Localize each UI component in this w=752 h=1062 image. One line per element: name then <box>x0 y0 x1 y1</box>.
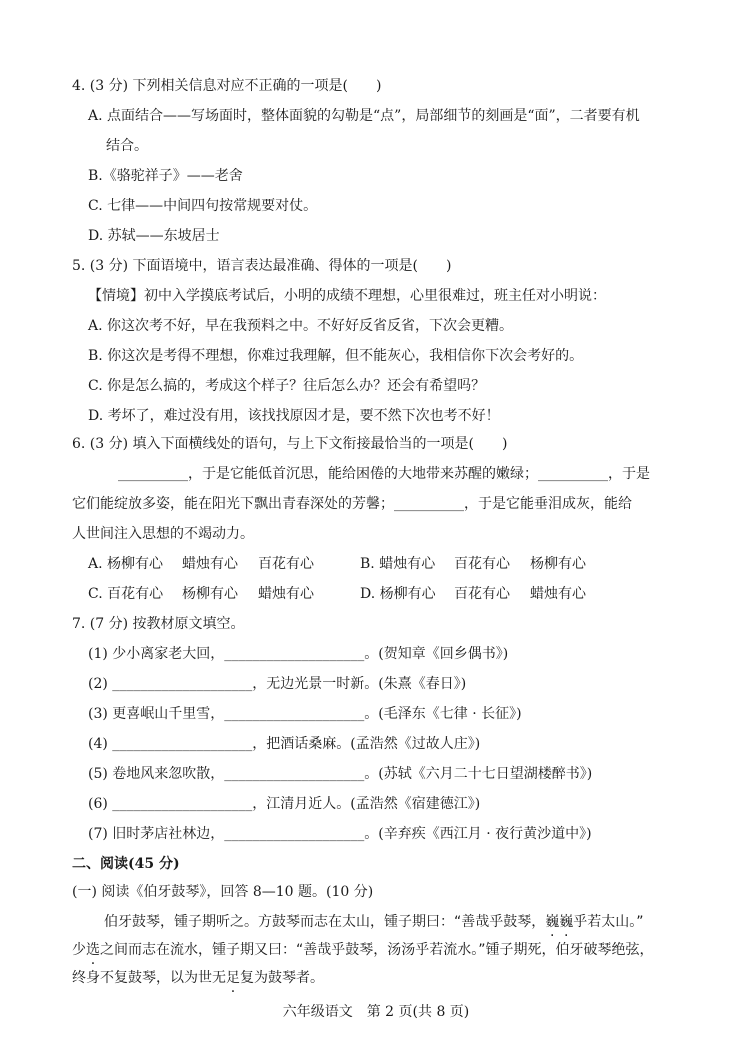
q6-option-c <box>88 584 314 604</box>
q7-item-2: (2) ____________________，无边光景一时新。(朱熹《春日》) <box>88 676 467 692</box>
q6-option-a-1: A. 杨柳有心 <box>88 556 164 572</box>
q6-option-c-1: C. 百花有心 <box>88 586 164 602</box>
q5-option-d: D. 考坏了，难过没有用，该找找原因才是，要不然下次也考不好！ <box>88 408 500 424</box>
q6-option-d-1: D. 杨柳有心 <box>360 586 436 602</box>
dotted-char-zu: 足 <box>226 970 240 986</box>
reading1-heading: (一) 阅读《伯牙鼓琴》，回答 8—10 题。(10 分) <box>72 884 374 900</box>
q6-option-a-3: 百花有心 <box>258 556 314 572</box>
q7-item-3: (3) 更喜岷山千里雪，____________________。(毛泽东《七律 · 长征》) <box>88 706 522 722</box>
q6-passage-line1: __________，于是它能低首沉思，能给困倦的大地带来苏醒的嫩绿；__________，于是 <box>118 466 650 482</box>
passage-line1-a: 伯牙鼓琴，锺子期听之。方鼓琴而志在太山，锺子期曰：“善哉乎鼓琴， <box>104 914 546 930</box>
q4-option-c: C. 七律——中间四句按常规要对仗。 <box>88 198 318 214</box>
q6-option-a-2: 蜡烛有心 <box>182 556 238 572</box>
q4-stem: 4. (3 分) 下列相关信息对应不正确的一项是( ) <box>72 78 382 94</box>
dotted-char-xuan: 选 <box>86 942 100 958</box>
q5-stem: 5. (3 分) 下面语境中，语言表达最准确、得体的一项是( ) <box>72 258 452 274</box>
q7-item-5: (5) 卷地风来忽吹散，____________________。(苏轼《六月二十七日望湖楼醉书》) <box>88 766 593 782</box>
passage-line3-b: 复为鼓琴者。 <box>240 970 324 986</box>
q7-item-7: (7) 旧时茅店社林边，____________________。(辛弃疾《西江月 · 夜行黄沙道中》) <box>88 826 592 842</box>
passage-line1-b: 乎若太山。” <box>573 914 644 930</box>
q5-context: 【情境】初中入学摸底考试后，小明的成绩不理想，心里很难过，班主任对小明说： <box>88 288 606 304</box>
q5-option-a: A. 你这次考不好，早在我预料之中。不好好反省反省，下次会更糟。 <box>88 318 514 334</box>
q5-option-c: C. 你是怎么搞的，考成这个样子？往后怎么办？还会有希望吗？ <box>88 378 486 394</box>
q7-item-1: (1) 少小离家老大回，____________________。(贺知章《回乡偶书》) <box>88 646 509 662</box>
passage-line3 <box>72 968 324 988</box>
q6-option-a <box>88 554 314 574</box>
section-reading-title: 二、阅读(45 分) <box>72 856 180 872</box>
q4-option-d: D. 苏轼——东坡居士 <box>88 228 220 244</box>
q7-item-6: (6) ____________________，江清月近人。(孟浩然《宿建德江》) <box>88 796 481 812</box>
q6-passage-line3: 人世间注入思想的不竭动力。 <box>72 526 254 542</box>
q4-option-a-line2: 结合。 <box>106 138 148 154</box>
dotted-char-wei2: 巍 <box>559 914 574 930</box>
q6-option-c-2: 杨柳有心 <box>182 586 238 602</box>
q6-option-c-3: 蜡烛有心 <box>258 586 314 602</box>
q4-option-a-line1: A. 点面结合——写场面时，整体面貌的勾勒是“点”，局部细节的刻画是“面”，二者要有机 <box>88 108 640 124</box>
page-footer: 六年级语文 第 2 页(共 8 页) <box>282 1004 470 1020</box>
q6-option-b <box>360 554 586 574</box>
passage-line2-b: 之间而志在流水，锺子期又曰：“善哉乎鼓琴，汤汤乎若流水。”锺子期死，伯牙破琴绝弦， <box>100 942 654 958</box>
q6-stem: 6. (3 分) 填入下面横线处的语句，与上下文衔接最恰当的一项是( ) <box>72 436 508 452</box>
q6-option-d-2: 百花有心 <box>454 586 510 602</box>
q6-passage-line2: 它们能绽放多姿，能在阳光下飘出青春深处的芳馨；__________，于是它能垂泪成灰，能给 <box>72 496 632 512</box>
passage-line2 <box>72 940 654 960</box>
passage-line3-a: 终身不复鼓琴，以为世无 <box>72 970 226 986</box>
q6-option-b-3: 杨柳有心 <box>530 556 586 572</box>
q6-option-b-2: 百花有心 <box>454 556 510 572</box>
q6-option-d <box>360 584 586 604</box>
q4-option-b: B.《骆驼祥子》——老舍 <box>88 168 243 184</box>
passage-line2-a: 少 <box>72 942 86 958</box>
q6-option-b-1: B. 蜡烛有心 <box>360 556 436 572</box>
dotted-char-wei1: 巍 <box>545 914 560 930</box>
q7-stem: 7. (7 分) 按教材原文填空。 <box>72 616 245 632</box>
q7-item-4: (4) ____________________，把酒话桑麻。(孟浩然《过故人庄》) <box>88 736 481 752</box>
passage-line1 <box>104 912 644 932</box>
q5-option-b: B. 你这次是考得不理想，你难过我理解，但不能灰心，我相信你下次会考好的。 <box>88 348 584 364</box>
q6-option-d-3: 蜡烛有心 <box>530 586 586 602</box>
